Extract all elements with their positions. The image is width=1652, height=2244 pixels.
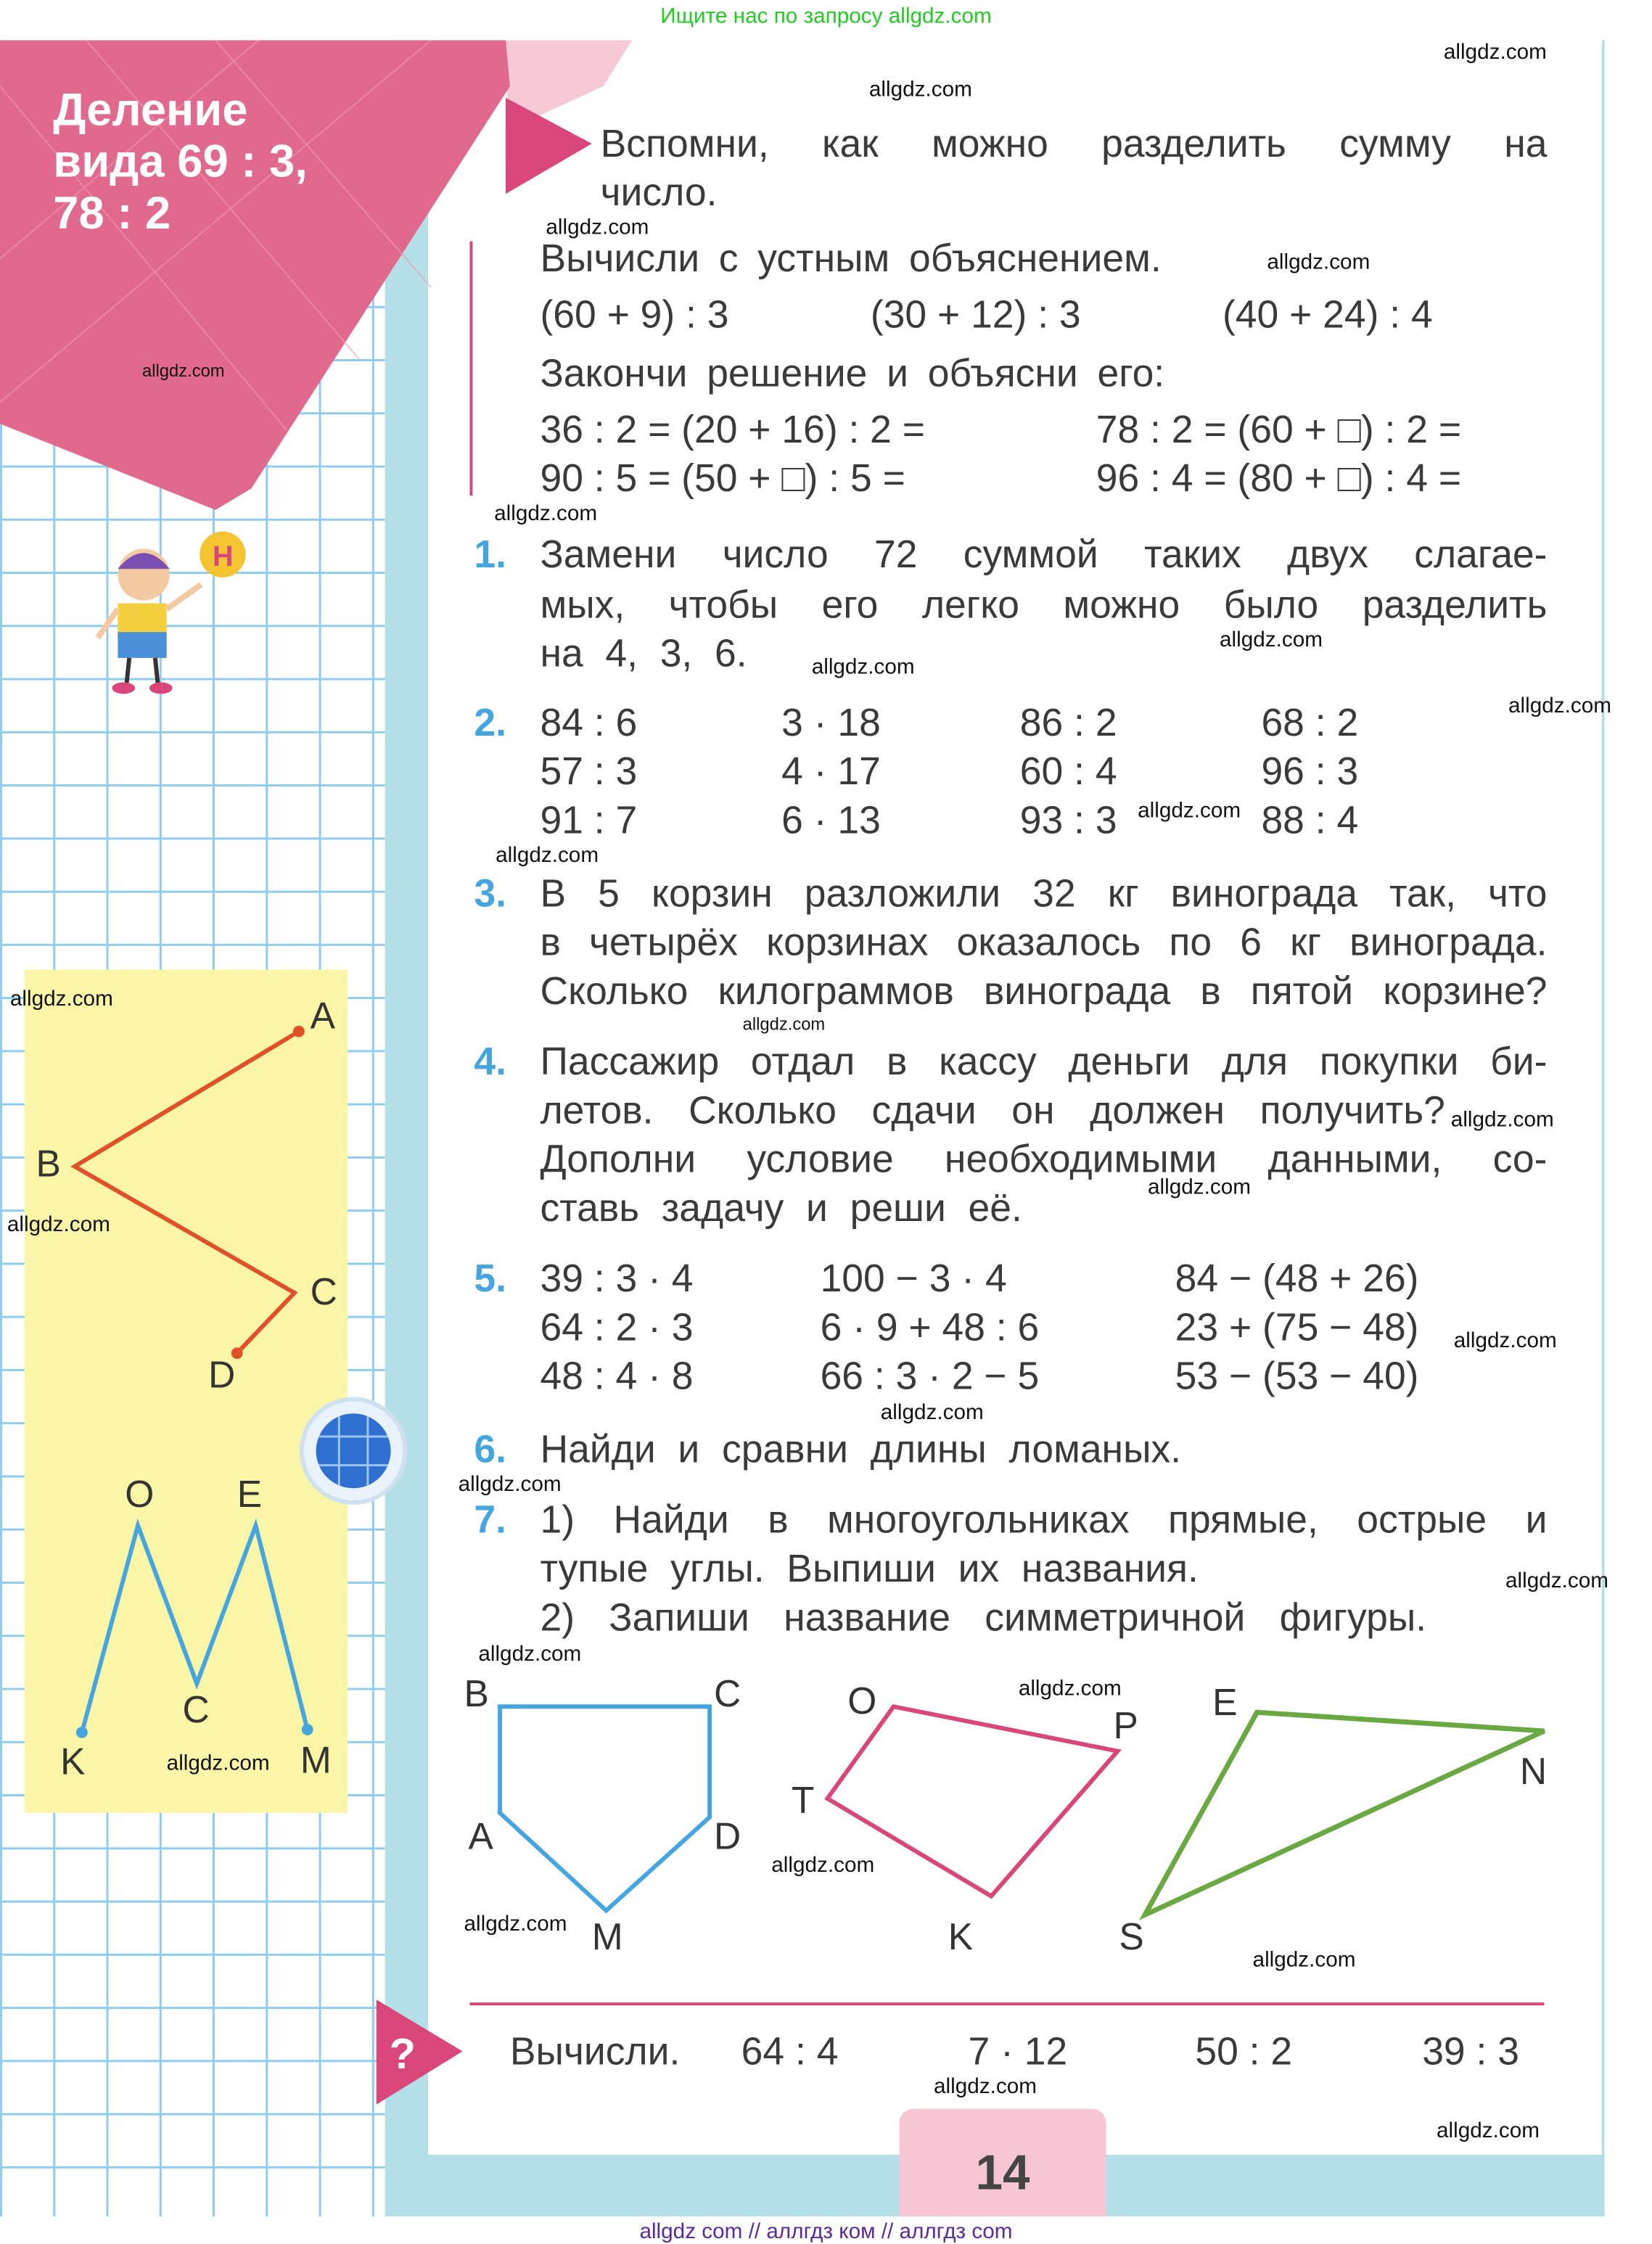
- expression: 53 − (53 − 40): [1175, 1355, 1419, 1398]
- watermark: allgdz.com: [546, 215, 649, 240]
- watermark: allgdz.com: [464, 1912, 567, 1937]
- task-line: Дополни условие необходимыми данными, со-: [540, 1138, 1548, 1181]
- vertex-label: C: [714, 1672, 741, 1716]
- expression: 4 · 17: [781, 749, 881, 793]
- watermark: allgdz.com: [494, 501, 598, 526]
- watermark: allgdz.com: [1443, 40, 1547, 65]
- solution: 36 : 2 = (20 + 16) : 2 =: [540, 408, 925, 451]
- watermark: allgdz.com: [1508, 694, 1611, 718]
- task-line: Замени число 72 суммой таких двух слагае-: [540, 533, 1548, 576]
- task-number: 3.: [474, 871, 507, 916]
- expression: 84 − (48 + 26): [1175, 1257, 1419, 1300]
- bonus-label: Вычисли.: [509, 2029, 681, 2074]
- point-label: K: [60, 1739, 86, 1783]
- polyline-abcd: [75, 1032, 299, 1354]
- watermark: allgdz.com: [742, 1014, 826, 1035]
- task-line: мых, чтобы его легко можно было разделить: [540, 583, 1548, 627]
- task-number: 1.: [474, 533, 507, 576]
- watermark: allgdz.com: [142, 360, 225, 381]
- solution: 78 : 2 = (60 + □) : 2 =: [1096, 408, 1462, 451]
- expression: 93 : 3: [1019, 798, 1117, 842]
- warmup-instruction: Закончи решение и объясни его:: [540, 352, 1165, 395]
- watermark: allgdz.com: [880, 1400, 984, 1426]
- vertex-label: S: [1119, 1915, 1144, 1958]
- point-label: B: [36, 1142, 61, 1185]
- point-label: E: [237, 1472, 263, 1516]
- expression: 50 : 2: [1195, 2029, 1293, 2074]
- watermark: allgdz.com: [868, 77, 972, 102]
- task-line: летов. Сколько сдачи он должен получить?: [540, 1088, 1445, 1133]
- point-label: C: [310, 1270, 337, 1313]
- watermark: allgdz.com: [9, 987, 113, 1011]
- expression: (30 + 12) : 3: [870, 292, 1081, 337]
- expression: 57 : 3: [540, 749, 638, 793]
- title-line: вида 69 : 3,: [53, 135, 308, 187]
- expression: 48 : 4 · 8: [540, 1355, 694, 1398]
- vertex-label: E: [1212, 1680, 1238, 1724]
- expression: 84 : 6: [540, 701, 638, 744]
- title-line: Деление: [53, 83, 248, 136]
- task-line: 1) Найди в многоугольниках прямые, острые и: [540, 1498, 1548, 1542]
- point-label: M: [300, 1738, 332, 1782]
- task-number: 2.: [474, 701, 507, 744]
- watermark: allgdz.com: [1252, 1947, 1356, 1973]
- intro-line: Вспомни, как можно разделить сумму на: [600, 122, 1548, 165]
- watermark: allgdz.com: [934, 2074, 1037, 2099]
- watermark: allgdz.com: [1148, 1175, 1251, 1200]
- task-line: В 5 корзин разложили 32 кг винограда так, что: [540, 871, 1548, 916]
- site-banner[interactable]: Ищите нас по запросу allgdz.com: [660, 4, 992, 29]
- solution: 96 : 4 = (80 + □) : 4 =: [1096, 456, 1462, 501]
- expression: (60 + 9) : 3: [540, 292, 729, 337]
- watermark: allgdz.com: [496, 843, 599, 868]
- vertex-label: P: [1113, 1703, 1138, 1747]
- task-number: 4.: [474, 1040, 507, 1083]
- character-badge: Н: [213, 541, 234, 573]
- expression: 6 · 9 + 48 : 6: [820, 1305, 1040, 1349]
- watermark: allgdz.com: [1453, 1328, 1557, 1354]
- task-line: Найди и сравни длины ломаных.: [540, 1428, 1182, 1471]
- watermark: allgdz.com: [1437, 2118, 1540, 2144]
- watermark: allgdz.com: [1450, 1107, 1554, 1133]
- expression: 88 : 4: [1261, 798, 1359, 842]
- task-line: Сколько килограммов винограда в пятой корзине?: [540, 969, 1548, 1013]
- task-line: тупые углы. Выпиши их названия.: [540, 1547, 1199, 1590]
- watermark: allgdz.com: [1138, 798, 1241, 823]
- vertex-label: T: [791, 1778, 815, 1822]
- vertex-label: D: [714, 1814, 741, 1858]
- expression: 86 : 2: [1019, 701, 1117, 744]
- expression: 60 : 4: [1019, 749, 1117, 793]
- watermark: allgdz.com: [1267, 250, 1370, 275]
- expression: 6 · 13: [781, 798, 881, 842]
- page-number: 14: [899, 2109, 1106, 2217]
- expression: 96 : 3: [1261, 749, 1359, 793]
- task-line: в четырёх корзинах оказалось по 6 кг винограда.: [540, 921, 1548, 964]
- watermark: allgdz.com: [1505, 1569, 1609, 1593]
- vertex-label: B: [464, 1672, 489, 1716]
- task-number: 6.: [474, 1428, 507, 1471]
- expression: 68 : 2: [1261, 701, 1359, 744]
- task-number: 7.: [474, 1498, 507, 1542]
- expression: (40 + 24) : 4: [1222, 292, 1433, 337]
- point-label: D: [208, 1353, 236, 1397]
- vertex-label: K: [948, 1915, 974, 1958]
- task-number: 5.: [474, 1257, 507, 1300]
- task-line: на 4, 3, 6.: [540, 632, 747, 675]
- vertex-label: O: [847, 1679, 877, 1723]
- vertex-label: M: [591, 1915, 623, 1958]
- intro-line: число.: [600, 170, 718, 215]
- expression: 64 : 2 · 3: [540, 1305, 694, 1349]
- watermark: allgdz.com: [166, 1751, 270, 1776]
- expression: 23 + (75 − 48): [1175, 1305, 1419, 1349]
- site-footer[interactable]: allgdz com // аллгдз ком // аллгдз com: [639, 2219, 1013, 2244]
- pentagon-bcdma: [500, 1706, 710, 1910]
- watermark: allgdz.com: [1220, 628, 1323, 652]
- watermark: allgdz.com: [771, 1853, 875, 1878]
- watermark: allgdz.com: [458, 1472, 562, 1497]
- vertex-label: N: [1519, 1749, 1548, 1793]
- point-label: A: [310, 994, 336, 1037]
- expression: 91 : 7: [540, 798, 638, 842]
- watermark: allgdz.com: [1018, 1676, 1122, 1701]
- watermark: allgdz.com: [811, 654, 915, 680]
- task-line: Пассажир отдал в кассу деньги для покупки би-: [540, 1040, 1548, 1083]
- task-line: 2) Запиши название симметричной фигуры.: [540, 1595, 1427, 1640]
- expression: 100 − 3 · 4: [820, 1257, 1007, 1300]
- expression: 7 · 12: [968, 2029, 1068, 2074]
- triangle-ens: [1145, 1712, 1544, 1915]
- expression: 66 : 3 · 2 − 5: [820, 1355, 1040, 1398]
- vertex-label: A: [468, 1814, 493, 1858]
- warmup-instruction: Вычисли с устным объяснением.: [540, 237, 1162, 281]
- expression: 3 · 18: [781, 701, 881, 744]
- expression: 39 : 3 · 4: [540, 1257, 694, 1300]
- point-label: O: [125, 1472, 155, 1516]
- solution: 90 : 5 = (50 + □) : 5 =: [540, 456, 905, 501]
- title-line: 78 : 2: [53, 186, 171, 239]
- question-mark-icon: ?: [389, 2029, 416, 2079]
- expression: 39 : 3: [1422, 2029, 1519, 2074]
- watermark: allgdz.com: [478, 1642, 582, 1666]
- task-line: ставь задачу и реши её.: [540, 1186, 1022, 1230]
- point-label: C: [182, 1688, 210, 1731]
- watermark: allgdz.com: [7, 1212, 110, 1237]
- expression: 64 : 4: [741, 2029, 839, 2074]
